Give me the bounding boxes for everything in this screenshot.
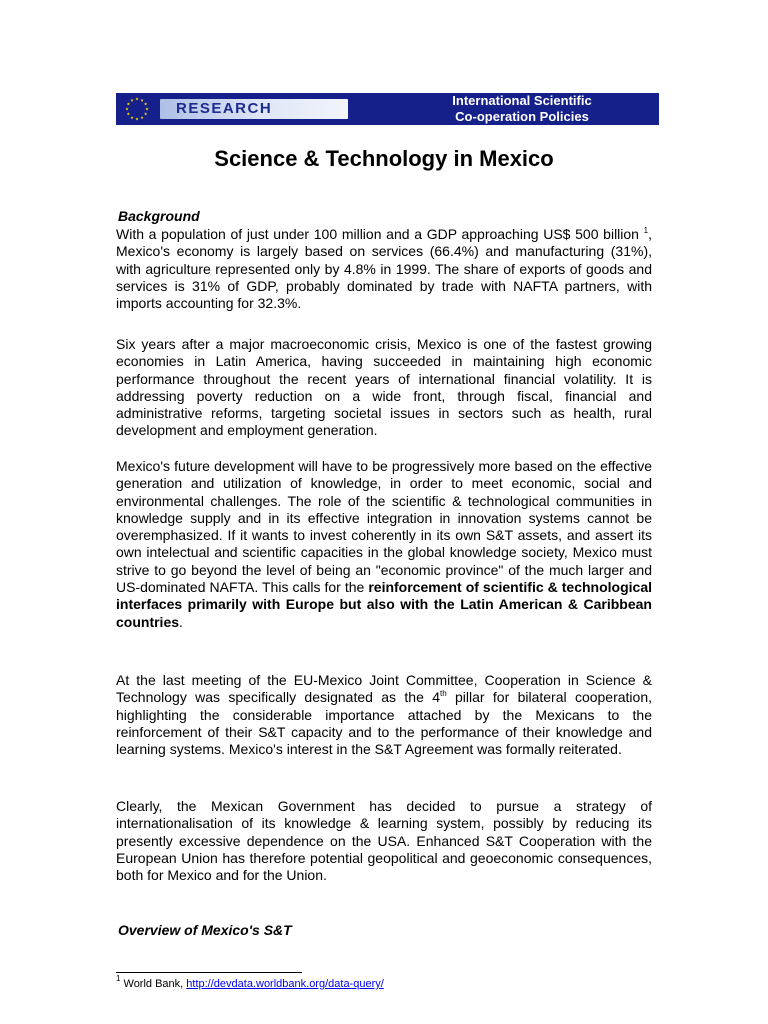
eu-star: [130, 116, 133, 119]
eu-star: [140, 116, 143, 119]
paragraph-1-text-b: , Mexico's economy is largely based on services (66.4%) and manufacturing (31%), with agriculture represented only by 4.8% in 1999. The share of exports of goods and services is 31% of GDP, probably dominated by trade with NAFTA partners, with imports accounting for 32.3%.: [116, 226, 652, 312]
banner-title-line1: International Scientific: [452, 93, 592, 108]
header-banner: [116, 93, 659, 125]
eu-star: [135, 97, 138, 100]
paragraph-5: Clearly, the Mexican Government has decided to pursue a strategy of internationalisation of its knowledge & learning system, possibly by reducing its presently excessive dependence on the USA. Enhanced S&T Cooperation with the European Union has therefore potential geopolitical and geoeconomic consequences, both for Mexico and for the Union.: [116, 798, 652, 884]
footnote-divider: [116, 972, 302, 973]
paragraph-3-bold: reinforcement of scientific & technological interfaces primarily with Europe but also with the Latin American & Caribbean countries: [116, 579, 652, 630]
paragraph-4-text-a: At the last meeting of the EU-Mexico Joint Committee, Cooperation in Science & Technology was specifically designated as the 4: [116, 672, 652, 706]
banner-title: [416, 93, 628, 125]
paragraph-4: [116, 672, 652, 758]
eu-star: [125, 107, 128, 110]
paragraph-2: Six years after a major macroeconomic crisis, Mexico is one of the fastest growing economies in Latin America, having succeeded in maintaining high economic performance throughout the recent years of international financial volatility. It is addressing poverty reduction on a wide front, through fiscal, financial and administrative reforms, targeting societal issues in sectors such as health, rural development and employment generation.: [116, 336, 652, 439]
banner-title-line2: Co-operation Policies: [455, 109, 589, 124]
paragraph-3-text-b: .: [179, 613, 183, 630]
eu-star: [144, 112, 147, 115]
eu-star: [130, 99, 133, 102]
research-label-text: RESEARCH: [176, 100, 273, 117]
section-heading-overview: Overview of Mexico's S&T: [118, 922, 292, 938]
section-heading-background: Background: [118, 208, 200, 224]
paragraph-1: [116, 226, 652, 312]
page-title: Science & Technology in Mexico: [214, 146, 554, 171]
paragraph-3-text-a: Mexico's future development will have to be progressively more based on the effective generation and utilization of knowledge, in order to meet economic, social and environmental challenges. The role of the scientific & technological communities in knowledge supply and in its effective integration in innovation systems cannot be overemphasized. If it wants to invest coherently in its own S&T assets, and assert its own intelectual and scientific capacities in the global knowledge society, Mexico must strive to go beyond the level of being an "economic province" of the much larger and US-dominated NAFTA. This calls for the: [116, 458, 652, 596]
eu-stars-icon: [116, 93, 160, 125]
footnote-number: 1: [116, 974, 121, 983]
eu-star: [127, 112, 130, 115]
footnote-ref: 1: [643, 226, 649, 235]
paragraph-4-text-b: pillar for bilateral cooperation, highlighting the considerable importance attached by the Mexicans to the reinforcement of their S&T capacity and to the performance of their knowledge and learning systems. Mexico's interest in the S&T Agreement was formally reiterated.: [116, 689, 652, 758]
footnote-text: World Bank,: [120, 978, 187, 990]
eu-star: [144, 102, 147, 105]
ordinal-superscript: th: [439, 689, 447, 699]
footnote: [116, 974, 384, 991]
eu-star: [127, 102, 130, 105]
research-label: [160, 99, 348, 119]
paragraph-3: [116, 458, 652, 631]
eu-star: [135, 117, 138, 120]
footnote-link[interactable]: http://devdata.worldbank.org/data-query/: [186, 978, 384, 990]
eu-star: [140, 99, 143, 102]
paragraph-1-text-a: With a population of just under 100 million and a GDP approaching US$ 500 billion: [116, 226, 644, 242]
eu-star: [145, 107, 148, 110]
